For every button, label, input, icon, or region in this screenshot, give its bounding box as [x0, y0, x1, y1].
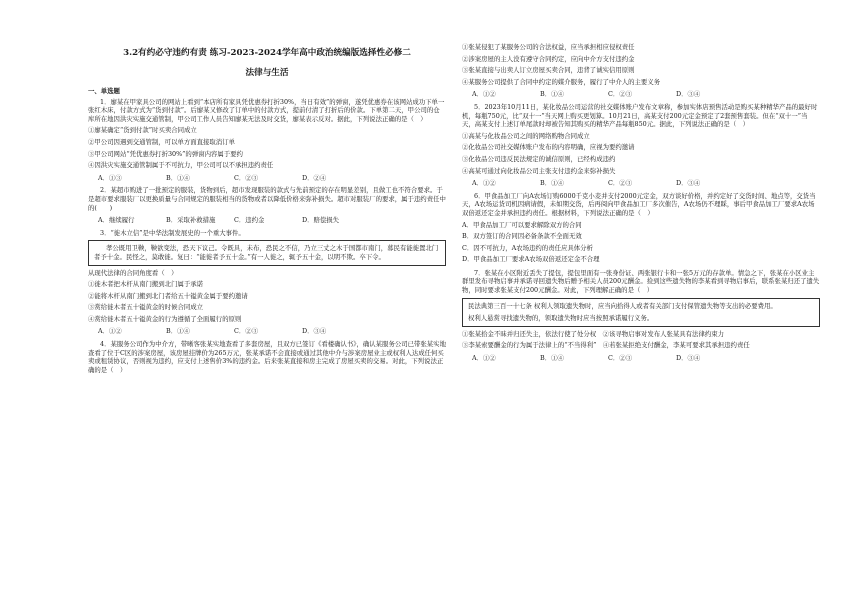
question-7: [462, 269, 820, 363]
choice-b: B．①④: [540, 90, 564, 99]
question-2: [88, 186, 446, 224]
material-text: 孝公既用卫鞅，鞅欲变法，恐天下议己。令既具，未布，恐民之不信，乃立三丈之木于国都市南门，募民有能徙置北门者予十金。民怪之，莫敢徙。复曰：“能徙者予五十金。”有一人徙之，辄予五十金，以明不欺。卒下令。: [94, 244, 439, 261]
option-item: ②能将木杆从南门搬到北门者给五十镒黄金属于要约邀请: [88, 291, 248, 300]
choice-c: C．违约金: [234, 216, 265, 225]
choice-d: D．③④: [676, 179, 701, 188]
question-stem: 6．甲食品加工厂向A农场订购6000千克小麦并支付2000元定金，双方谈好价格，并约定好了交货时间、地点等，交货当天，A农场运货司机因病请假，未如期交货，后再阅向甲食品加工厂多次催告，A农场仍不理睬，事后甲食品加工厂要求A农场双倍返还定金并承担违约责任。根据材料，下列说法正确的是（ ）: [462, 191, 816, 217]
answer-choices: [98, 174, 446, 183]
choice-d: D．③④: [676, 354, 701, 363]
question-1: [88, 98, 446, 183]
option-item: ①徙木者把木杆从南门搬到北门属于承诺: [88, 280, 204, 289]
option-item: C．因不可抗力，A农场违约的责任应具体分析: [462, 243, 593, 252]
choice-d: D．②④: [302, 173, 327, 182]
option-item: ④因洪灾实施交通管制属于不可抗力，甲公司可以不承担违约责任: [88, 161, 274, 170]
choice-c: C．②③: [608, 90, 633, 99]
option-item: ①廖某确定“货到付款”时买卖合同成立: [88, 126, 197, 135]
choice-a: A．①③: [98, 173, 122, 182]
option-item: ①张某拾金不昧并归还失主，依法行使了处分权 ②该寻物启事对发布人张某具有法律约束力: [462, 329, 725, 338]
option-item: ③张某直接与出卖人订立房屋买卖合同，违背了诚实信用原则: [462, 66, 635, 75]
choice-a: A．①②: [472, 179, 496, 188]
document-title-line1: 3.2有约必守违约有责 练习-2023-2024学年高中政治统编版选择性必修二: [123, 48, 411, 58]
right-column: [462, 40, 820, 367]
option-item: ①高某与化妆品公司之间的网络购物合同成立: [462, 131, 590, 140]
choice-a: A．继续履行: [98, 216, 135, 225]
material-text: 民法典第三百一十七条 权利人领取遗失物时，应当向拾得人或者有关部门支付保管遗失物等支出的必要费用。: [468, 301, 777, 310]
choice-c: C．②③: [608, 179, 633, 188]
option-item: B．双方签订的合同因必备条款不全面无效: [462, 232, 582, 241]
question-stem: 5．2023年10月11日，某化妆品公司运营的社交媒体账户发布文章称，参加实体店预售活动是购买某种精华产品的最好时机，每瓶750元，比“双十一”当天网上购买更划算。10月21日，高某支付200元定金预定了2套预售套装。但在“双十一”当天，高某支付上述订单尾款时却被告知其购买的精华产品每瓶850元。据此，下列说法正确的是（ ）: [462, 102, 818, 129]
choice-b: B．①④: [166, 327, 190, 336]
answer-choices: [472, 90, 820, 99]
option-item: ③李某索要酬金的行为属于法律上的“不当得利” ④若张某拒绝支付酬金，李某可要求其承担违约责任: [462, 341, 750, 350]
material-box: [88, 240, 446, 265]
option-item: ②甲公司因遇到交通管制，可以单方面直接取消订单: [88, 137, 235, 146]
option-item: ②涉案房屋的主人没有遵守合同约定，应向中介方支付违约金: [462, 54, 635, 63]
option-item: A．甲食品加工厂可以要求解除双方的合同: [462, 220, 582, 229]
choice-b: B．①④: [540, 354, 564, 363]
option-item: ④高某可通过向化妆品公司主张支付违约金来弥补损失: [462, 166, 616, 175]
choice-b: B．①④: [166, 173, 190, 182]
answer-choices: [98, 216, 446, 225]
option-item: ③化妆品公司违反民法规定的诚信原则，已经构成违约: [462, 154, 616, 163]
choice-a: A．①②: [472, 354, 496, 363]
choice-c: C．②③: [234, 327, 259, 336]
question-6: [462, 192, 820, 264]
question-stem: 2．某超市购进了一批预定的服装，货物到后，超市发现服装的款式与先前预定的存在明显差别，且做工也不符合要求。于是超市要求服装厂以更换质量与合同规定的服装相当的货物或者以降低价格来弥补损失。超市对服装厂的要求，属于违约责任中的( ): [88, 186, 446, 212]
answer-choices: [98, 327, 446, 336]
section-heading: 一、单选题: [88, 87, 120, 95]
answer-choices: [472, 179, 820, 188]
option-item: ②化妆品公司社交媒体账户发布的内容明确，应视为要约邀请: [462, 143, 635, 152]
choice-c: C．②③: [234, 173, 259, 182]
choice-c: C．②③: [608, 354, 633, 363]
option-item: ③甲公司网站“凭优惠券打折30%”的弹窗内容属于要约: [88, 149, 243, 158]
question-stem: 3．“徙木立信”是中华法制发展史的一个重大事件。: [100, 228, 245, 237]
material-text: 权利人悬赏寻找遗失物的，领取遗失物时应当按照承诺履行义务。: [468, 314, 654, 323]
option-item: ③赏给徙木者五十镒黄金的时候合同成立: [88, 303, 204, 312]
left-column: [88, 0, 446, 374]
choice-d: D．③④: [676, 90, 701, 99]
question-5: [462, 103, 820, 188]
option-item: ④赏给徙木者五十镒黄金的行为遵循了全面履行的原则: [88, 314, 242, 323]
question-4-continued: [462, 43, 820, 99]
document-title-line2: 法律与生活: [245, 68, 289, 78]
choice-b: B．①④: [540, 179, 564, 188]
choice-d: D．赔偿损失: [302, 216, 340, 225]
question-4: [88, 340, 446, 374]
choice-a: A．①②: [98, 327, 122, 336]
answer-choices: [472, 354, 820, 363]
option-item: ④某服务公司提供了合同中约定的媒介服务，履行了中介人的主要义务: [462, 77, 661, 86]
question-lead: 从现代法律的合同角度看（ ）: [88, 268, 178, 277]
option-item: D．甲食品加工厂要求A农场双倍返还定金不合理: [462, 255, 600, 264]
choice-b: B．采取补救措施: [166, 216, 216, 225]
question-stem: 4．某服务公司作为中介方，带晰客张某实地查看了多套房屋，且双方已签订《看楼确认书》，确认某服务公司已带张某实地查看了位于C区的涉案房屋，该房屋挂牌价为265万元，张某承诺不会直接或通过其他中介与涉案房屋业主或权利人达成任何买卖或租赁协议，否则视为违约，应支付上述售价3%的违约金。后来张某直接和房主完成了房屋买卖的交易。对此，下列说法正确的是（ ）: [88, 340, 446, 374]
choice-d: D．③④: [302, 327, 327, 336]
question-stem: 1．廖某在甲家具公司的网站上看到“本店所有家具凭优惠券打折30%，当日有效”的弹窗，遂凭优惠券在该网站成功下单一张红木床，付款方式为“货到付款”。后廖某又修改了订单中的付款方式，提前付清了打折后的价款。下单第二天，甲公司的仓库所在地因洪灾实施交通管制，甲公司工作人员告知廖某无法及时交货，廖某表示反对。据此，下列说法正确的是（ ）: [88, 97, 445, 123]
question-3: [88, 229, 446, 336]
option-item: ①张某侵犯了某服务公司的合法权益，应当承担相应侵权责任: [462, 43, 635, 51]
material-box: [462, 298, 820, 327]
question-stem: 7．张某在小区附近丢失了提包，提包里面有一张身份证、两张银行卡和一张5万元的存款单。情急之下，张某在小区业主群里发布寻物启事并承诺寻回遗失物后赠予相关人员200元酬金。捡到这些遗失物的李某看到寻物启事后，联系张某归还了遗失物，同时要求张某支付200元酬金。对此，下列理解正确的是（ ）: [462, 268, 820, 295]
choice-a: A．①②: [472, 90, 496, 99]
